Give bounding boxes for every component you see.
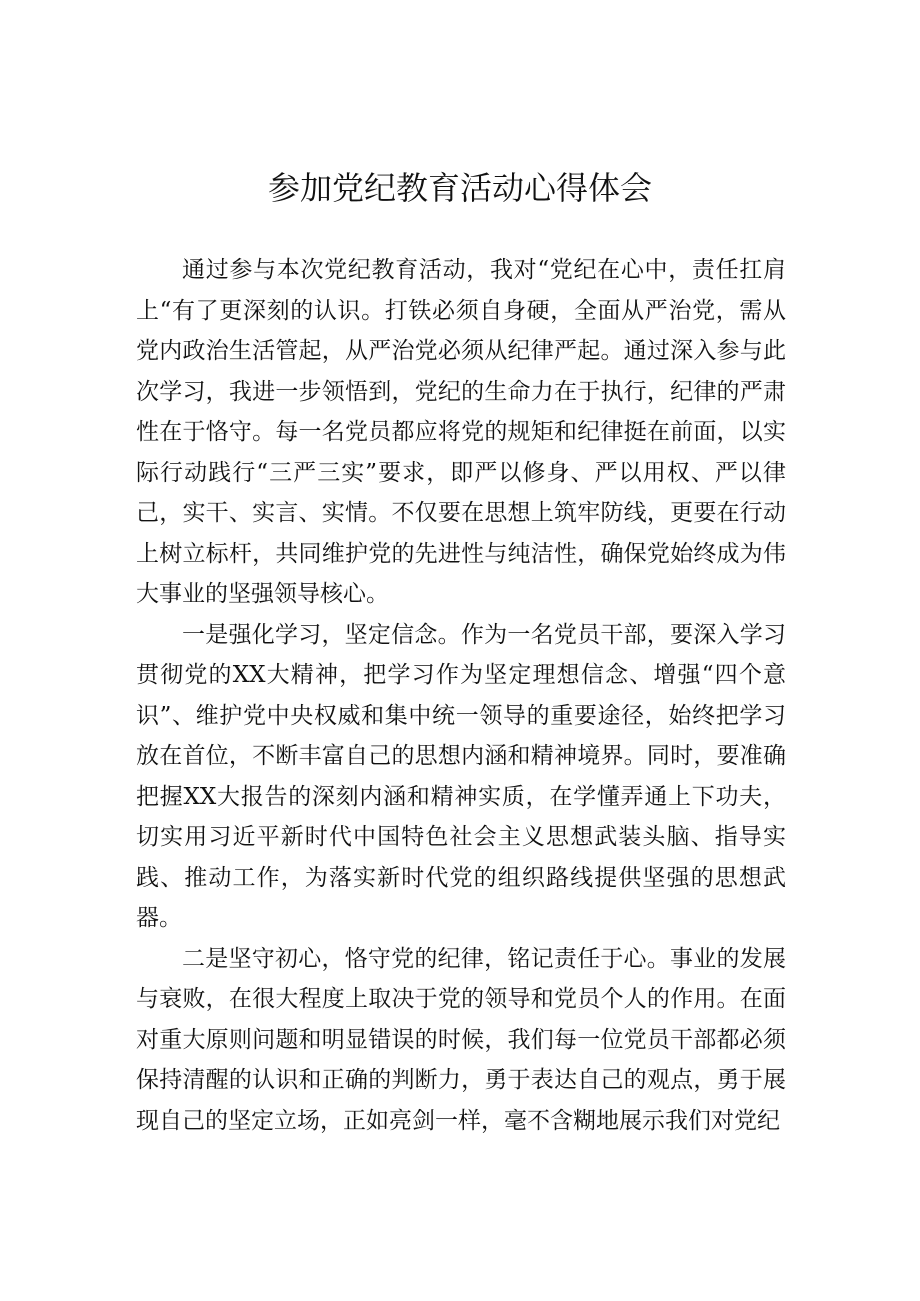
document-title: 参加党纪教育活动心得体会 (267, 169, 652, 207)
paragraph-point-two: 二是坚守初心，恪守党的纪律，铭记责任于心。事业的发展与衰败，在很大程度上取决于党的领导和党员个人的作用。在面对重大原则问题和明显错误的时候，我们每一位党员干部都必须保持清醒的认识和正确的判断力，勇于表达自己的观点，勇于展现自己的坚定立场，正如亮剑一样，毫不含糊地展示我们对党纪 (136, 945, 786, 1134)
paragraph-intro: 通过参与本次党纪教育活动，我对“党纪在心中，责任扛肩上“有了更深刻的认识。打铁必须自身硬，全面从严治党，需从党内政治生活管起，从严治党必须从纪律严起。通过深入参与此次学习，我进一步领悟到，党纪的生命力在于执行，纪律的严肃性在于恪守。每一名党员都应将党的规矩和纪律挺在前面，以实际行动践行“三严三实”要求，即严以修身、严以用权、严以律己，实干、实言、实情。不仅要在思想上筑牢防线，更要在行动上树立标杆，共同维护党的先进性与纯洁性，确保党始终成为伟大事业的坚强领导核心。 (136, 257, 786, 607)
paragraph-point-one: 一是强化学习，坚定信念。作为一名党员干部，要深入学习贯彻党的XX大精神，把学习作为坚定理想信念、增强“四个意识”、维护党中央权威和集中统一领导的重要途径，始终把学习放在首位，不断丰富自己的思想内涵和精神境界。同时，要准确把握XX大报告的深刻内涵和精神实质，在学懂弄通上下功夫，切实用习近平新时代中国特色社会主义思想武装头脑、指导实践、推动工作，为落实新时代党的组织路线提供坚强的思想武器。 (136, 621, 786, 931)
document-body (136, 250, 786, 1141)
